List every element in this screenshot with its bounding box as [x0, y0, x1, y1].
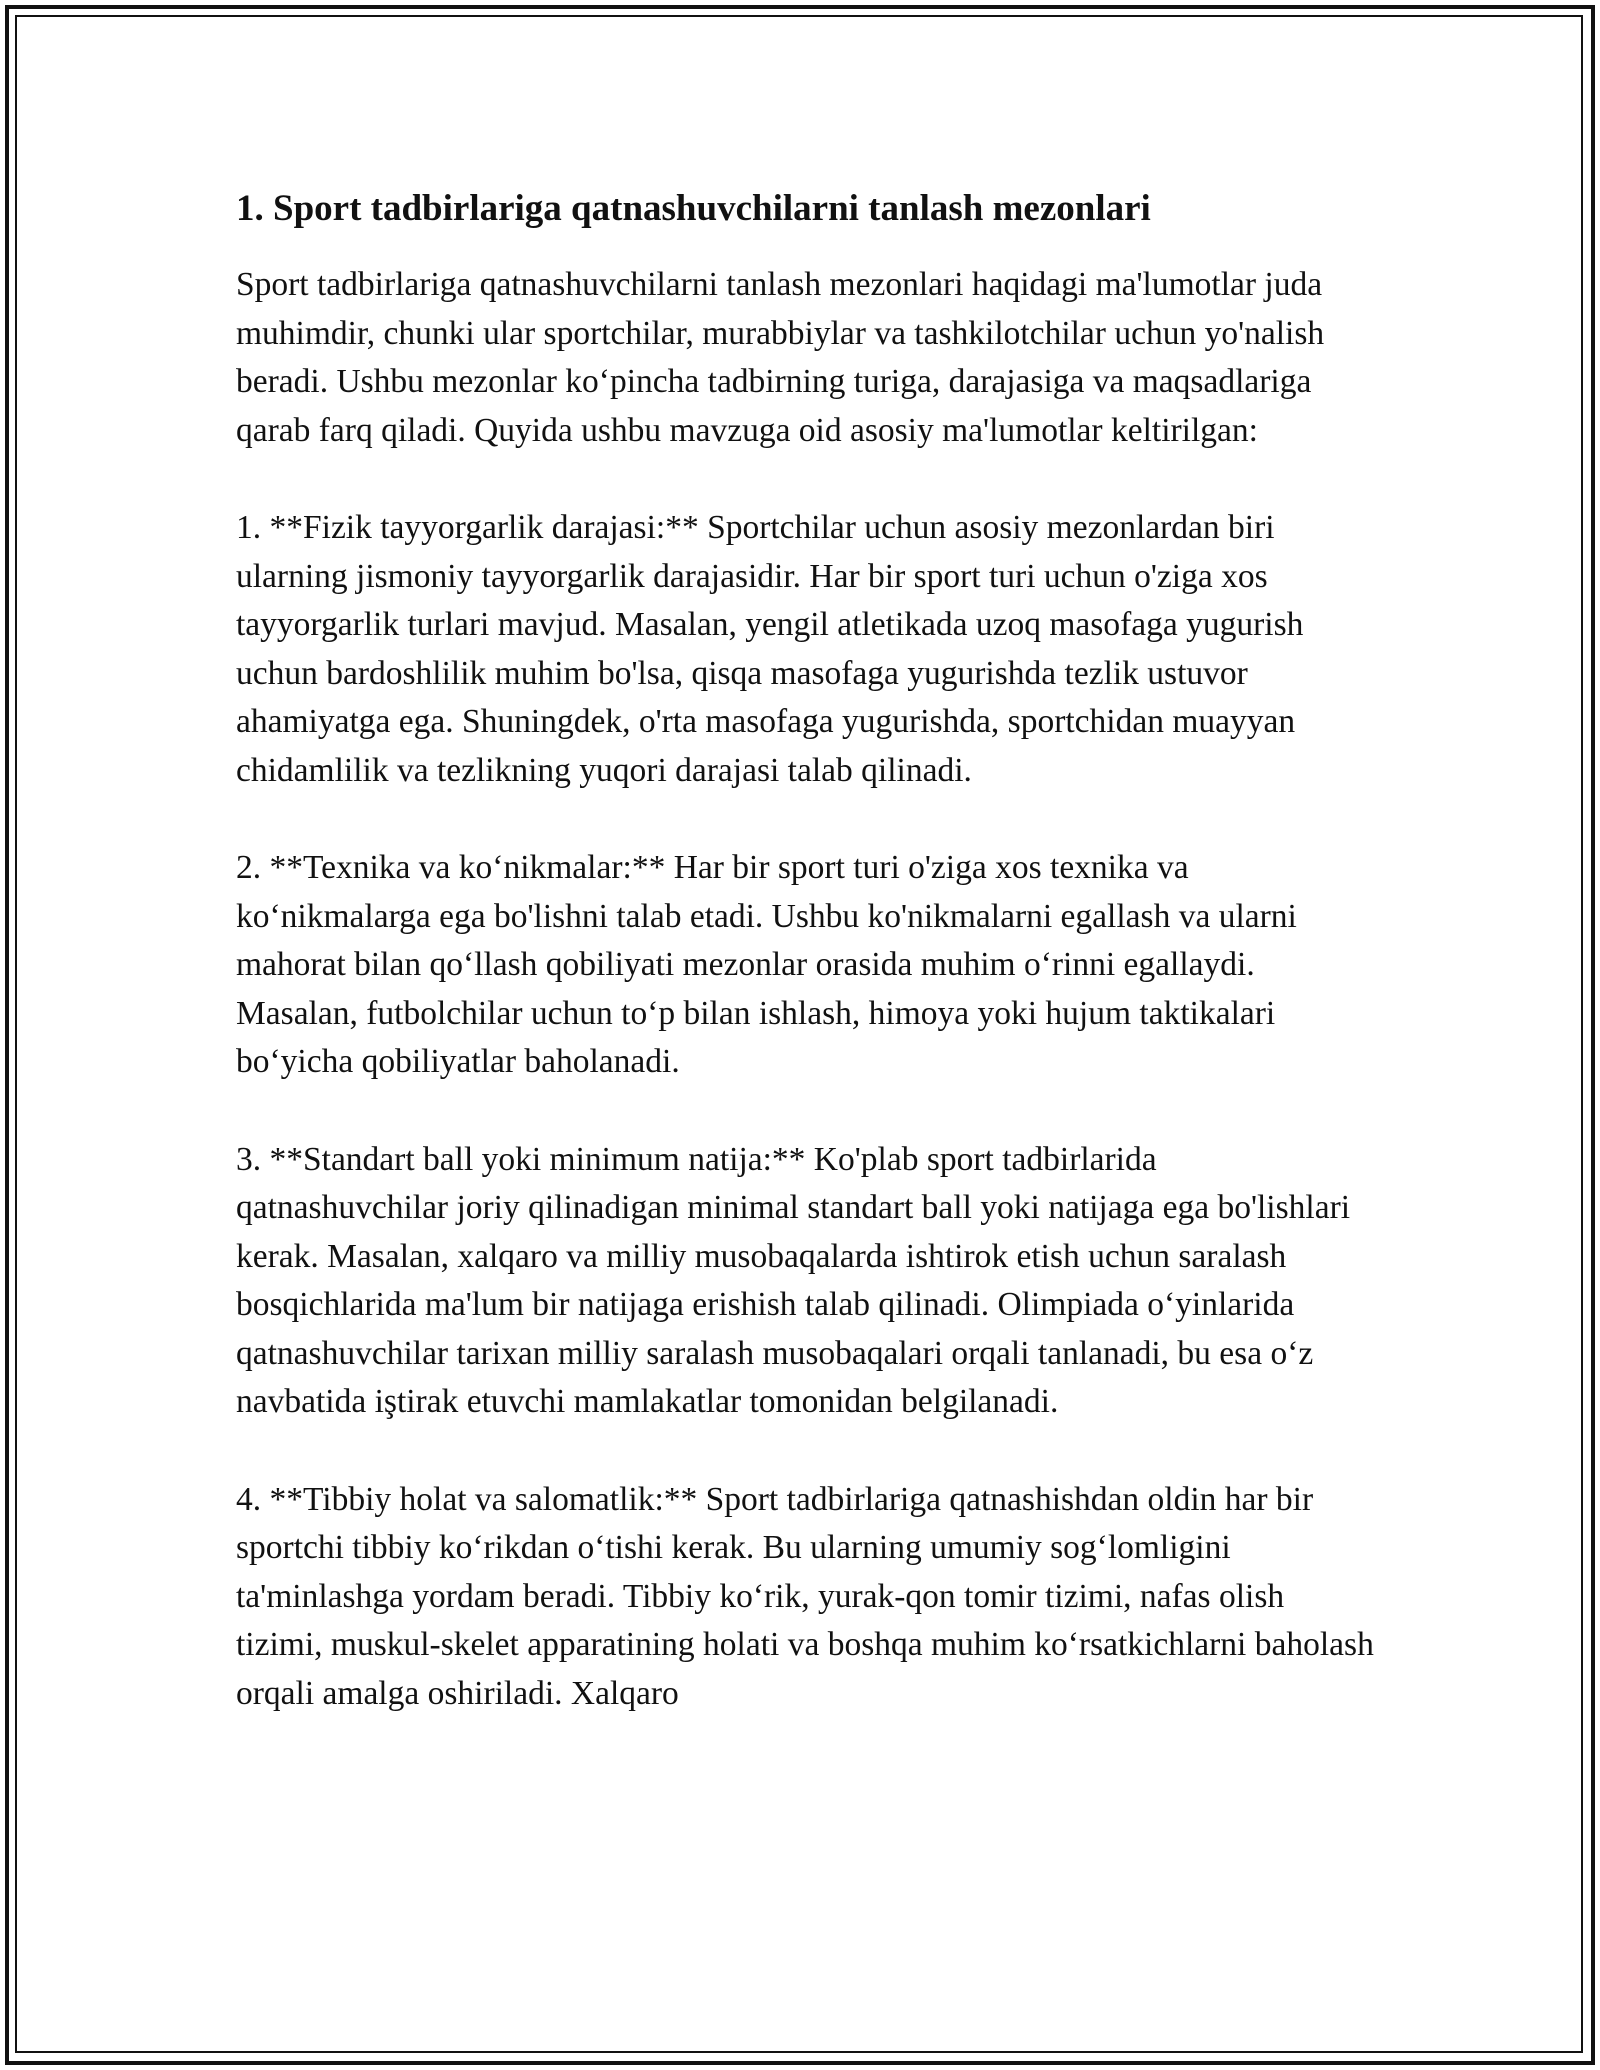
paragraph-medical-health: 4. **Tibbiy holat va salomatlik:** Sport tadbirlariga qatnashishdan oldin har bir sportchi tibbiy ko‘rikdan o‘tishi kerak. Bu ularning umumiy sog‘lomligini ta'minlashga yordam beradi. Tibbiy ko‘rik, yurak-qon tomir tizimi, nafas olish tizimi, muskul-skelet apparatining holati va boshqa muhim ko‘rsatkichlarni baholash orqali amalga oshiriladi. Xalqaro [236, 1480, 1374, 1712]
paragraph-standard-score: 3. **Standart ball yoki minimum natija:** Ko'plab sport tadbirlarida qatnashuvchilar joriy qilinadigan minimal standart ball yoki natijaga ega bo'lishlari kerak. Masalan, xalqaro va milliy musobaqalarda ishtirok etish uchun saralash bosqichlarida ma'lum bir natijaga erishish talab qilinadi. Olimpiada o‘yinlarida qatnashuvchilar tarixan milliy saralash musobaqalari orqali tanlanadi, bu esa o‘z navbatida iştirak etuvchi mamlakatlar tomonidan belgilanadi. [236, 1140, 1351, 1420]
document-body [236, 185, 1376, 1767]
section-heading: 1. Sport tadbirlariga qatnashuvchilarni tanlash mezonlari [236, 188, 1151, 229]
paragraph-technique-skills: 2. **Texnika va ko‘nikmalar:** Har bir sport turi o'ziga xos texnika va ko‘nikmalarga ega bo'lishni talab etadi. Ushbu ko'nikmalarni egallash va ularni mahorat bilan qo‘llash qobiliyati mezonlar orasida muhim o‘rinni egallaydi. Masalan, futbolchilar uchun to‘p bilan ishlash, himoya yoki hujum taktikalari bo‘yicha qobiliyatlar baholanadi. [236, 849, 1297, 1080]
paragraph-physical-fitness: 1. **Fizik tayyorgarlik darajasi:** Sportchilar uchun asosiy mezonlardan biri ularning jismoniy tayyorgarlik darajasidir. Har bir sport turi uchun o'ziga xos tayyorgarlik turlari mavjud. Masalan, yengil atletikada uzoq masofaga yugurish uchun bardoshlilik muhim bo'lsa, qisqa masofaga yugurishda tezlik ustuvor ahamiyatga ega. Shuningdek, o'rta masofaga yugurishda, sportchidan muayyan chidamlilik va tezlikning yuqori darajasi talab qilinadi. [236, 509, 1304, 789]
intro-paragraph: Sport tadbirlariga qatnashuvchilarni tanlash mezonlari haqidagi ma'lumotlar juda muhimdir, chunki ular sportchilar, murabbiylar va tashkilotchilar uchun yo'nalish beradi. Ushbu mezonlar ko‘pincha tadbirning turiga, darajasiga va maqsadlariga qarab farq qiladi. Quyida ushbu mavzuga oid asosiy ma'lumotlar keltirilgan: [236, 266, 1325, 449]
